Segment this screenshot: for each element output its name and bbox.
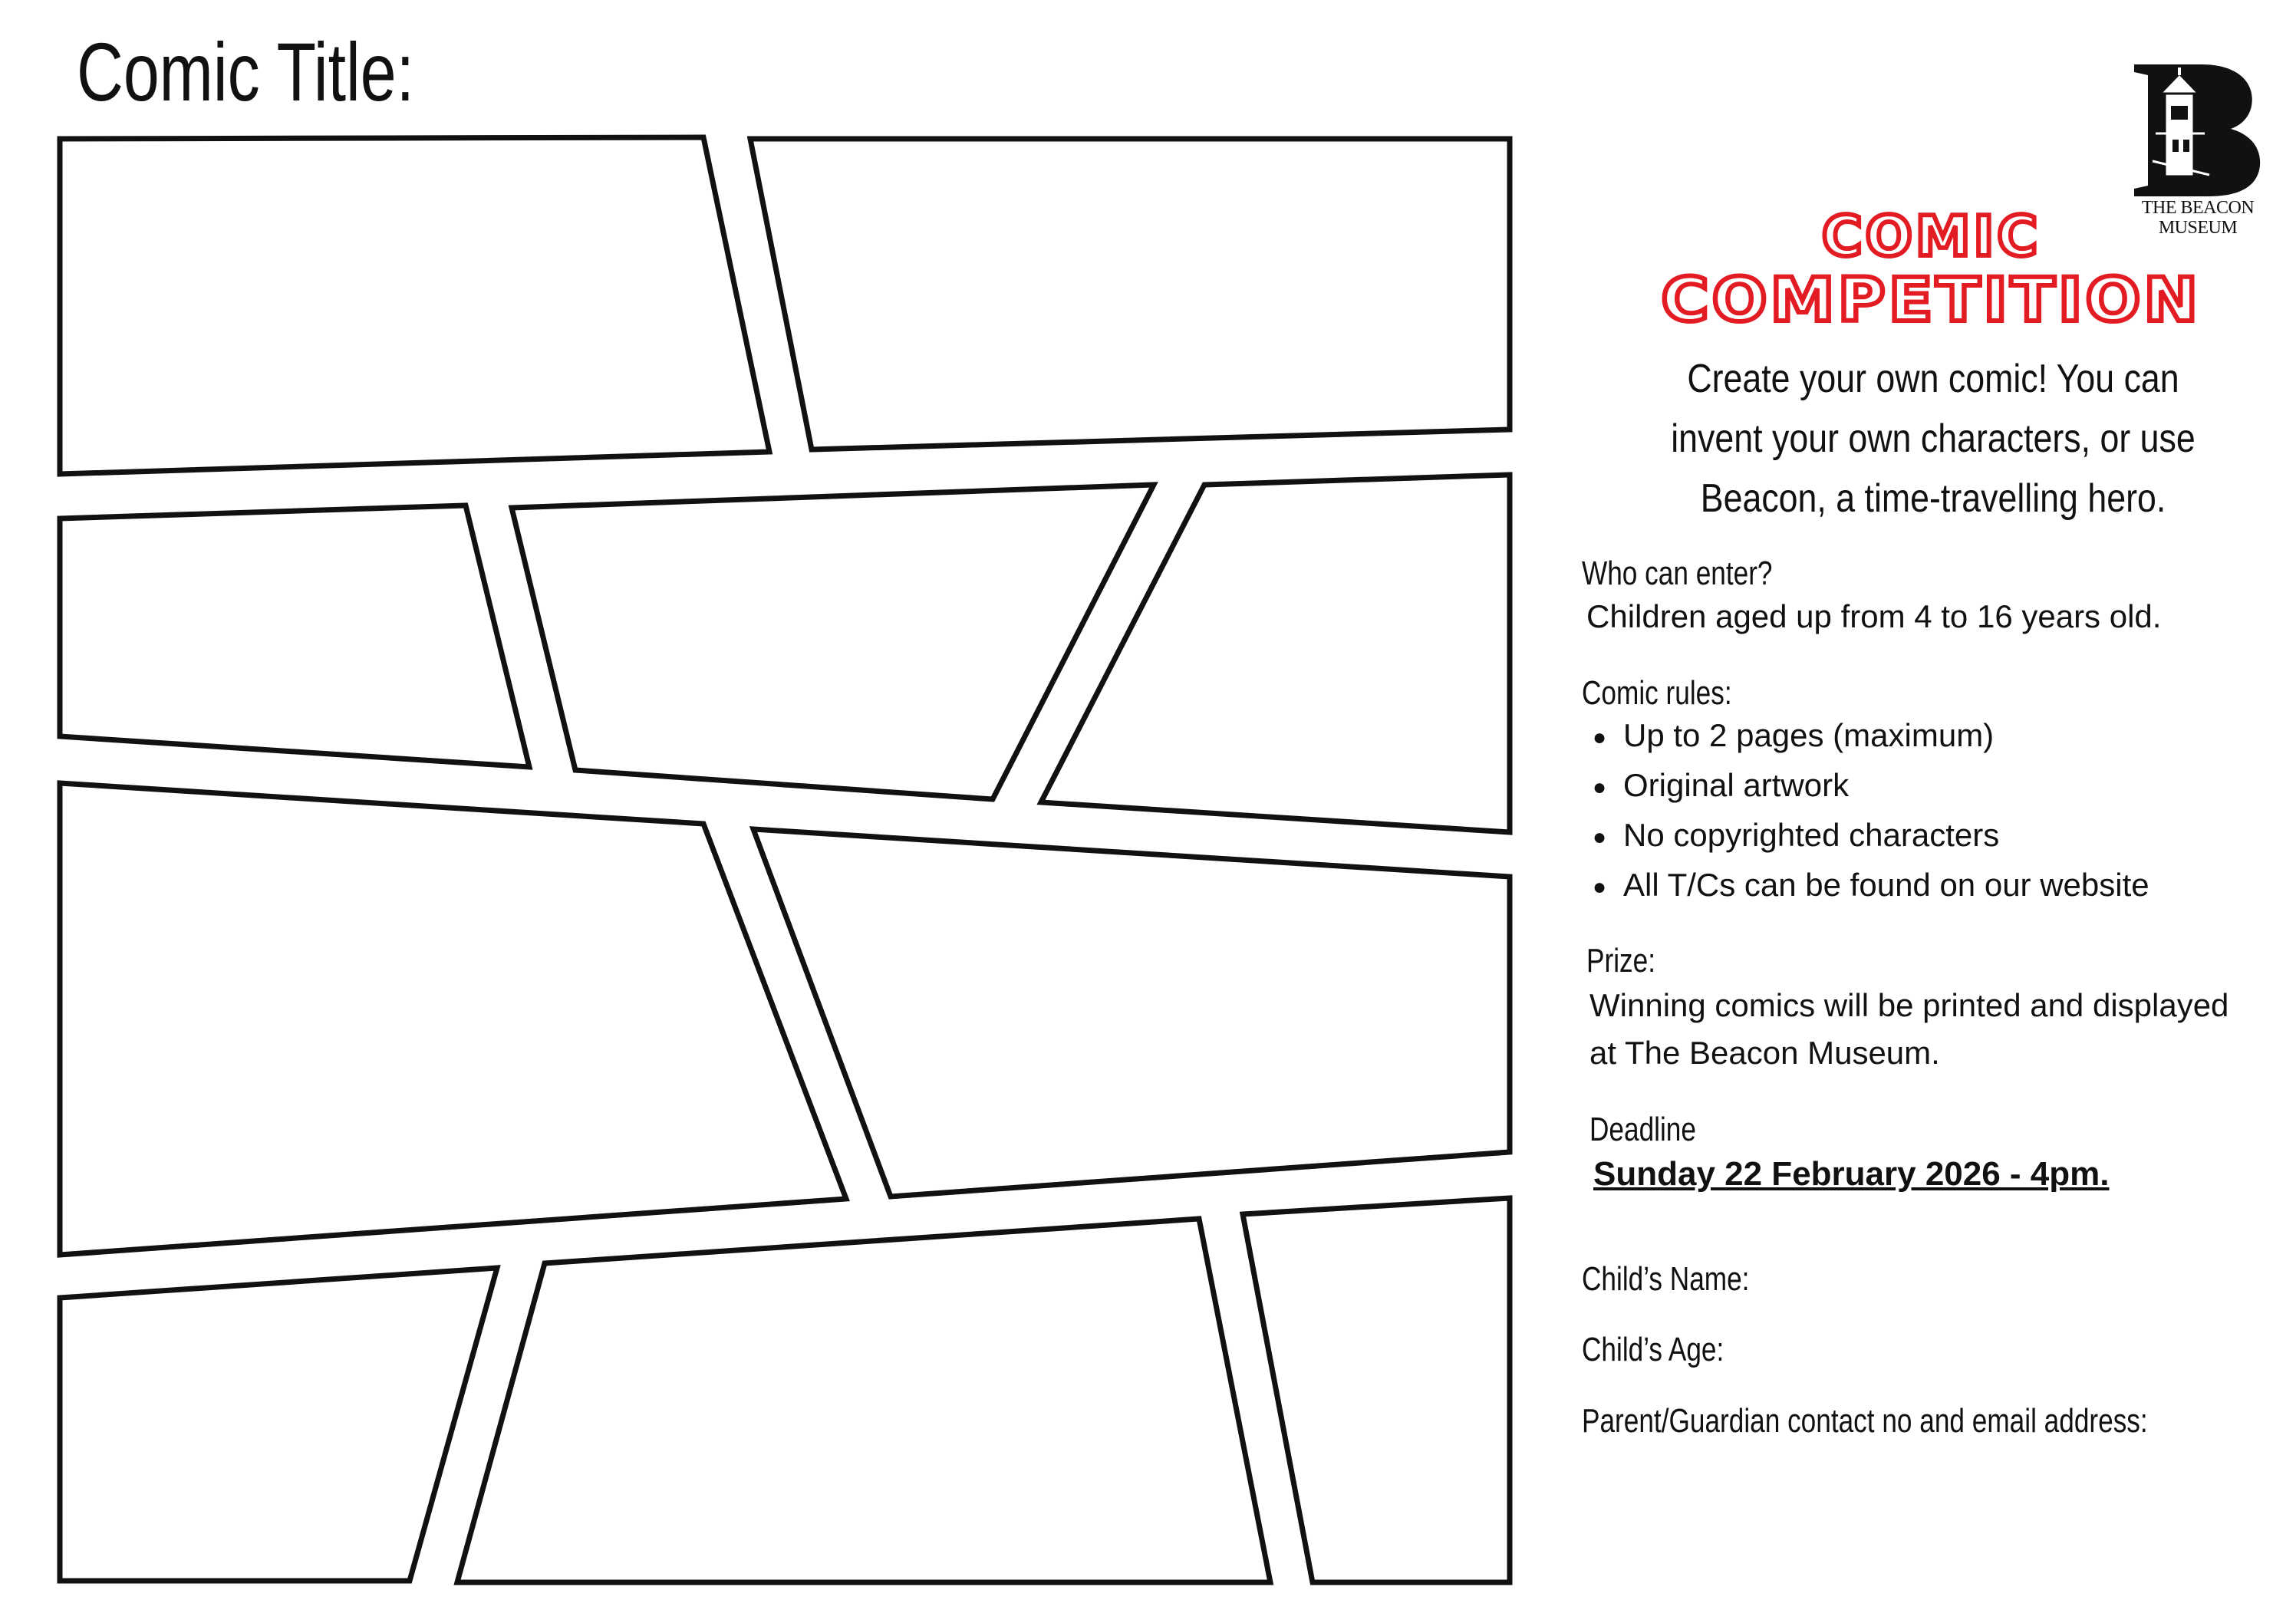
list-item: ● All T/Cs can be found on our website (1593, 861, 2149, 911)
comic-rules-list (1593, 712, 2149, 911)
list-item: ● Original artwork (1593, 762, 2149, 812)
deadline-date: Sunday 22 February 2026 - 4pm. (1593, 1155, 2110, 1193)
bullet-icon: ● (1593, 774, 1607, 800)
guardian-contact-field-label: Parent/Guardian contact no and email address: (1582, 1402, 2148, 1440)
comic-rules-heading: Comic rules: (1582, 674, 1732, 712)
comic-title-label: Comic Title: (77, 25, 415, 118)
comic-panel-6[interactable] (60, 783, 846, 1255)
who-can-enter-heading: Who can enter? (1582, 555, 1773, 592)
who-can-enter-text: Children aged up from 4 to 16 years old. (1586, 598, 2162, 634)
beacon-museum-logo-icon (2125, 60, 2271, 198)
comic-panel-4[interactable] (512, 485, 1154, 799)
comic-panel-7[interactable] (753, 829, 1510, 1197)
comic-panel-8[interactable] (60, 1268, 497, 1581)
comic-panel-2[interactable] (750, 139, 1510, 449)
bullet-icon: ● (1593, 824, 1607, 850)
list-item: ● Up to 2 pages (maximum) (1593, 712, 2149, 762)
logo-caption-line2: MUSEUM (2158, 218, 2238, 238)
intro-paragraph: Create your own comic! You can invent your own characters, or use Beacon, a time-travelling hero. (1671, 357, 2196, 521)
bullet-icon: ● (1593, 874, 1607, 900)
child-name-field-label: Child’s Name: (1582, 1260, 1750, 1298)
comic-panel-10[interactable] (1243, 1198, 1510, 1582)
prize-heading: Prize: (1586, 942, 1655, 979)
bullet-icon: ● (1593, 724, 1607, 750)
comic-panel-9[interactable] (457, 1219, 1270, 1582)
logo-caption-line1: THE BEACON (2141, 198, 2255, 218)
child-age-field-label: Child’s Age: (1582, 1331, 1724, 1368)
deadline-heading: Deadline (1589, 1111, 1696, 1148)
competition-title-word2: COMPETITION (1661, 266, 2202, 335)
comic-panel-3[interactable] (60, 505, 529, 767)
prize-text: Winning comics will be printed and displayed at The Beacon Museum. (1589, 987, 2229, 1071)
list-item: ● No copyrighted characters (1593, 812, 2149, 861)
competition-title-word1: COMIC (1821, 204, 2041, 268)
comic-panel-1[interactable] (60, 137, 769, 474)
